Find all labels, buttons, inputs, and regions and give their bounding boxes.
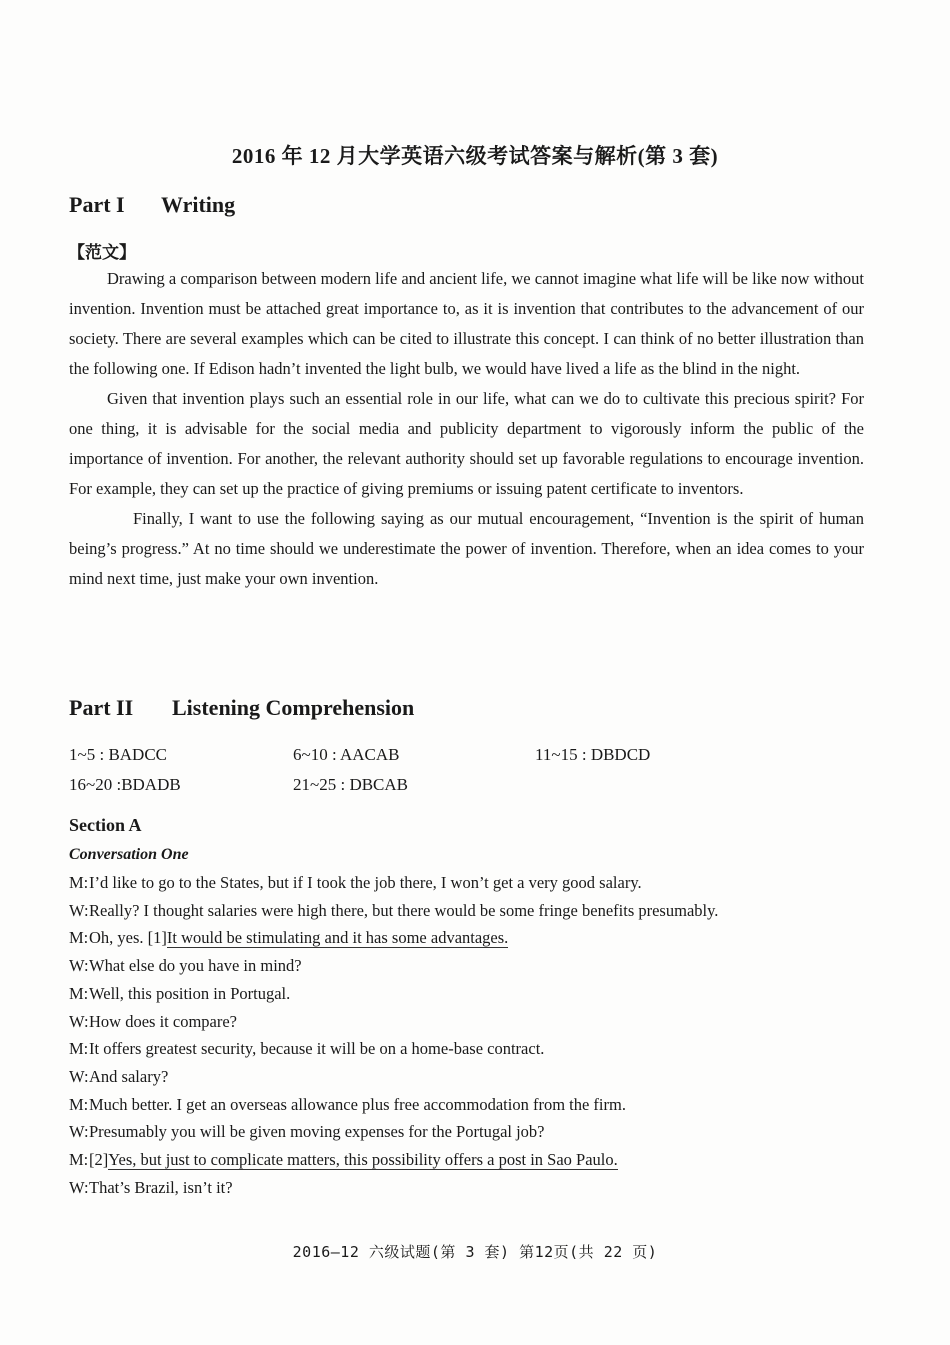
answer-row bbox=[69, 770, 869, 800]
page-title: 2016 年 12 月大学英语六级考试答案与解析(第 3 套) bbox=[231, 144, 719, 168]
dialog-line: W: And salary? bbox=[69, 1066, 169, 1086]
dialog-line: M: I’d like to go to the States, but if I took the job there, I won’t get a very good salary. bbox=[69, 873, 642, 892]
answer-item: 21~25 : DBCAB bbox=[293, 775, 409, 794]
essay-paragraph: Drawing a comparison between modern life and ancient life, we cannot imagine what life will be like now without invention. Invention must be attached great importance to, as it is invention that contributes to the advancement of our society. There are several examples which can be cited to illustrate this concept. I can think of no better illustration than the following one. If Edison hadn’t invented the light bulb, we would have lived a life as the blind in the night. bbox=[69, 269, 864, 378]
part2-number: Part II bbox=[69, 695, 134, 720]
sample-essay-label: 【范文】 bbox=[68, 243, 136, 262]
essay-paragraph: Given that invention plays such an essential role in our life, what can we do to cultivate this precious spirit? For one thing, it is advisable for the social media and publicity department to vigorously inform the public of the importance of invention. For another, the relevant authority should set up favorable regulations to encourage invention. For example, they can set up the practice of giving premiums or issuing patent certificate to inventors. bbox=[69, 389, 864, 498]
part2-name: Listening Comprehension bbox=[172, 695, 415, 720]
dialog-line: W: Presumably you will be given moving expenses for the Portugal job? bbox=[69, 1122, 545, 1142]
answer-item: 16~20 :BDADB bbox=[69, 775, 181, 794]
part1-heading bbox=[69, 192, 235, 218]
dialog-line: M: It offers greatest security, because it will be on a home-base contract. bbox=[69, 1039, 545, 1059]
section-heading: Section A bbox=[69, 815, 142, 835]
dialog-line: W: What else do you have in mind? bbox=[69, 956, 302, 976]
sample-essay bbox=[69, 264, 864, 594]
dialog-line: M: Oh, yes. [1]It would be stimulating and it has some advantages. bbox=[69, 928, 509, 948]
dialog-line: M: [2]Yes, but just to complicate matters, this possibility offers a post in Sao Paulo. bbox=[69, 1150, 618, 1170]
part1-number: Part I bbox=[69, 192, 125, 217]
part1-name: Writing bbox=[161, 192, 236, 217]
dialog-line: W: Really? I thought salaries were high there, but there would be some fringe benefits presumably. bbox=[69, 900, 719, 920]
answer-key bbox=[69, 740, 869, 800]
answer-item: 1~5 : BADCC bbox=[69, 745, 168, 764]
answer-underline: Yes, but just to complicate matters, this possibility offers a post in Sao Paulo. bbox=[108, 1150, 618, 1170]
essay-paragraph: Finally, I want to use the following saying as our mutual encouragement, “Invention is the spirit of human being’s progress.” At no time should we underestimate the power of invention. Therefore, when an idea comes to your mind next time, just make your own invention. bbox=[69, 509, 864, 588]
answer-item: 6~10 : AACAB bbox=[293, 745, 400, 764]
part2-heading bbox=[69, 695, 414, 721]
dialog-line: W: How does it compare? bbox=[69, 1011, 237, 1031]
dialog-line: W: That’s Brazil, isn’t it? bbox=[69, 1177, 233, 1197]
dialog-line: M: Well, this position in Portugal. bbox=[69, 983, 291, 1003]
page-footer: 2016—12 六级试题(第 3 套) 第12页(共 22 页) bbox=[292, 1243, 658, 1261]
dialog-line: M: Much better. I get an overseas allowance plus free accommodation from the firm. bbox=[69, 1094, 626, 1114]
answer-item: 11~15 : DBDCD bbox=[535, 745, 651, 764]
answer-underline: It would be stimulating and it has some advantages. bbox=[166, 928, 509, 948]
conversation-heading: Conversation One bbox=[69, 846, 189, 863]
dialog-transcript bbox=[69, 869, 869, 1201]
answer-row bbox=[69, 740, 869, 770]
